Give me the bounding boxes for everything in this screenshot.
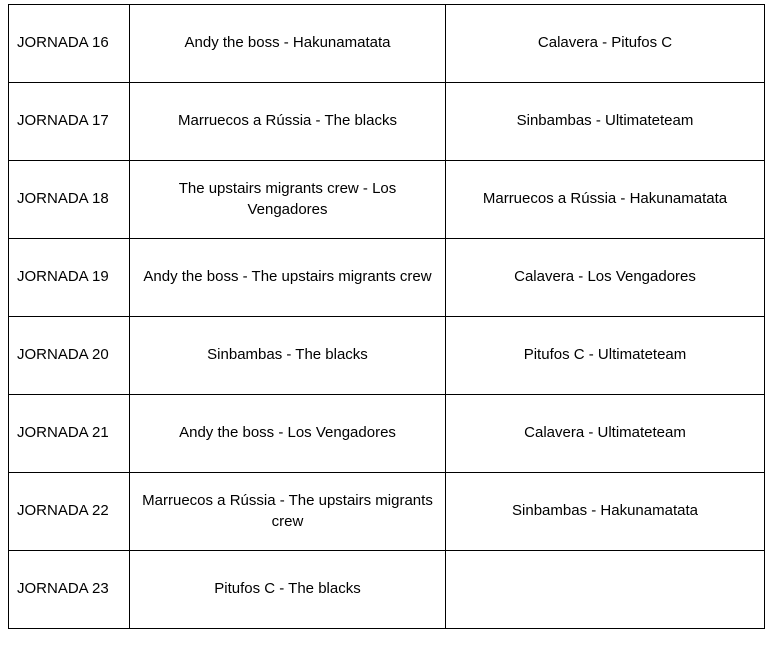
- match-left: Andy the boss - The upstairs migrants crew: [130, 239, 446, 317]
- table-row: [9, 551, 765, 629]
- match-left: Andy the boss - Los Vengadores: [130, 395, 446, 473]
- table-row: [9, 5, 765, 83]
- fixture-table: [8, 4, 765, 629]
- round-label: JORNADA 17: [9, 83, 130, 161]
- round-label: JORNADA 16: [9, 5, 130, 83]
- match-right: Calavera - Ultimateteam: [446, 395, 765, 473]
- match-right: Calavera - Los Vengadores: [446, 239, 765, 317]
- match-right: Marruecos a Rússia - Hakunamatata: [446, 161, 765, 239]
- table-row: [9, 473, 765, 551]
- match-left: The upstairs migrants crew - Los Vengadores: [130, 161, 446, 239]
- match-left: Sinbambas - The blacks: [130, 317, 446, 395]
- match-right: [446, 551, 765, 629]
- round-label: JORNADA 18: [9, 161, 130, 239]
- table-row: [9, 239, 765, 317]
- match-right: Pitufos C - Ultimateteam: [446, 317, 765, 395]
- match-left: Marruecos a Rússia - The upstairs migrants crew: [130, 473, 446, 551]
- table-row: [9, 161, 765, 239]
- round-label: JORNADA 20: [9, 317, 130, 395]
- match-right: Sinbambas - Hakunamatata: [446, 473, 765, 551]
- match-left: Pitufos C - The blacks: [130, 551, 446, 629]
- table-body: [9, 5, 765, 629]
- match-right: Calavera - Pitufos C: [446, 5, 765, 83]
- round-label: JORNADA 21: [9, 395, 130, 473]
- round-label: JORNADA 19: [9, 239, 130, 317]
- table-row: [9, 83, 765, 161]
- document-page: [0, 4, 772, 670]
- table-row: [9, 395, 765, 473]
- round-label: JORNADA 23: [9, 551, 130, 629]
- round-label: JORNADA 22: [9, 473, 130, 551]
- table-row: [9, 317, 765, 395]
- match-left: Marruecos a Rússia - The blacks: [130, 83, 446, 161]
- match-left: Andy the boss - Hakunamatata: [130, 5, 446, 83]
- match-right: Sinbambas - Ultimateteam: [446, 83, 765, 161]
